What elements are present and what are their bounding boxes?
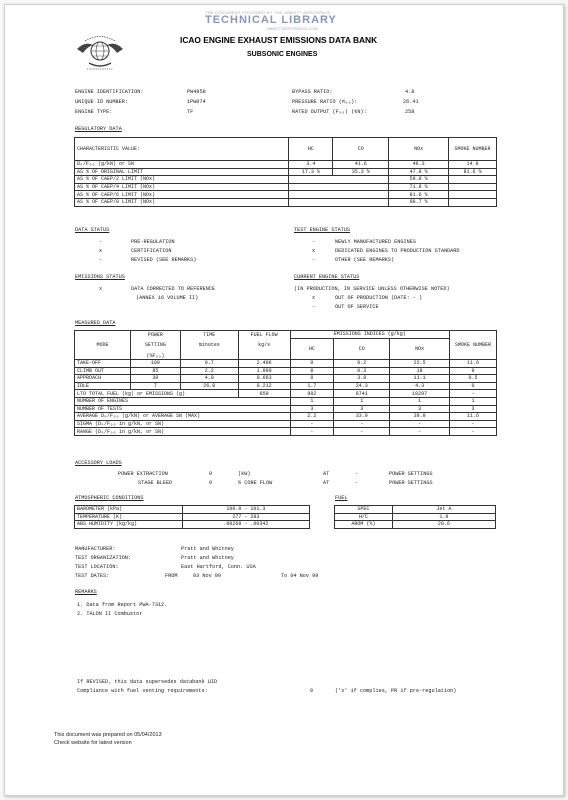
table-cell: TAKE-OFF	[75, 360, 131, 368]
unique-id-value: 1PW074	[187, 99, 206, 105]
rated-output-value: 258	[405, 109, 415, 115]
table-cell: AS % OF CAEP/4 LIMIT (NOx)	[75, 183, 289, 191]
table-cell: 0	[290, 367, 334, 375]
table-cell: H/C	[335, 513, 393, 521]
table-cell: 17.3 %	[289, 168, 333, 176]
remarks-heading: REMARKS	[75, 589, 97, 595]
table-cell: 0.7	[180, 360, 238, 368]
table-cell: 10297	[390, 390, 450, 398]
table-cell: 0.2	[334, 360, 390, 368]
engine-id-label: ENGINE IDENTIFICATION:	[75, 89, 144, 95]
table-cell: AS % OF CAEP/8 LIMIT (NOx)	[75, 198, 289, 206]
table-cell: Jet A	[392, 506, 495, 514]
kgs-header: kg/s	[238, 338, 290, 352]
test-organization-value: Pratt and Whitney	[181, 555, 234, 561]
table-cell: 39.9	[390, 413, 450, 421]
table-cell: 26.0	[180, 382, 238, 390]
table-row	[335, 513, 496, 521]
fuel-heading: FUEL	[335, 495, 348, 501]
table-cell: 22.5	[390, 360, 450, 368]
table-cell: 81.6 %	[389, 191, 449, 199]
table-cell: AS % OF CAEP/6 LIMIT (NOx)	[75, 191, 289, 199]
table-row	[75, 168, 497, 176]
table-cell: SPEC	[335, 506, 393, 514]
test-dates-to: To 04 Nov 99	[281, 573, 319, 579]
table-cell: NUMBER OF ENGINES	[75, 397, 291, 405]
characteristic-header: CHARACTERISTIC VALUE:	[75, 138, 289, 161]
table-cell: -	[449, 428, 496, 436]
measured-data-table	[74, 330, 497, 436]
document-title: ICAO ENGINE EXHAUST EMISSIONS DATA BANK	[180, 35, 378, 45]
at-label: AT	[323, 480, 330, 486]
table-row	[75, 382, 497, 390]
prepared-date: This document was prepared on 05/04/2013	[54, 732, 162, 738]
table-cell: 41.6	[333, 161, 389, 169]
table-cell: .00268 - .00342	[182, 521, 309, 529]
table-row	[75, 360, 497, 368]
table-cell	[449, 191, 497, 199]
table-cell: 24.3	[334, 382, 390, 390]
remark-item: 1. Data from Report PWA-7312.	[77, 602, 168, 608]
table-cell	[289, 183, 389, 191]
table-cell: 3.8	[334, 375, 390, 383]
bypass-ratio-value: 4.8	[405, 89, 415, 95]
table-cell: 3	[390, 405, 450, 413]
power-extraction-label: POWER EXTRACTION	[118, 471, 168, 477]
table-cell: SIGMA (Dₚ/F₀₀ in g/kN, or SN)	[75, 420, 291, 428]
table-cell: 3.4	[289, 161, 333, 169]
status-mark: -	[99, 257, 103, 263]
table-row	[75, 420, 497, 428]
table-cell: TEMPERATURE (K)	[75, 513, 183, 521]
table-cell	[449, 176, 497, 184]
unique-id-label: UNIQUE ID NUMBER:	[75, 99, 128, 105]
table-cell: 20.6	[392, 521, 495, 529]
table-cell: 0.663	[238, 375, 290, 383]
test-engine-status-heading: TEST ENGINE STATUS	[294, 227, 351, 233]
table-cell: 3	[449, 405, 496, 413]
table-row	[75, 198, 497, 206]
time-header: TIME	[180, 331, 238, 339]
bypass-ratio-label: BYPASS RATIO:	[292, 89, 333, 95]
table-cell: 7	[130, 382, 180, 390]
table-cell: 0	[449, 382, 496, 390]
test-dates-from: 03 Nov 99	[193, 573, 222, 579]
table-cell: 81.6 %	[449, 168, 497, 176]
table-cell: NUMBER OF TESTS	[75, 405, 291, 413]
stage-bleed-value: 0	[209, 480, 213, 486]
watermark-title: TECHNICAL LIBRARY	[205, 14, 337, 26]
table-cell	[289, 176, 389, 184]
measured-data-heading: MEASURED DATA	[75, 320, 116, 326]
table-cell: 982	[290, 390, 334, 398]
table-cell: AS % OF ORIGINAL LIMIT	[75, 168, 289, 176]
test-dates-label: TEST DATES:	[75, 573, 110, 579]
table-cell: 4.3	[390, 382, 450, 390]
table-cell: 11.1	[390, 375, 450, 383]
table-cell: -	[334, 420, 390, 428]
table-row	[75, 176, 497, 184]
table-cell: 47.8 %	[389, 168, 449, 176]
power-settings-label: POWER SETTINGS	[389, 471, 433, 477]
table-cell: 859	[238, 390, 290, 398]
regulatory-header-row	[75, 138, 497, 161]
table-cell: 8741	[334, 390, 390, 398]
table-cell: -	[290, 428, 334, 436]
table-cell: 0	[290, 375, 334, 383]
status-mark: -	[312, 239, 316, 245]
table-cell: 1.999	[238, 367, 290, 375]
atmospheric-table	[74, 505, 310, 529]
table-cell: AS % OF CAEP/2 LIMIT (NOx)	[75, 176, 289, 184]
status-out-of-production: OUT OF PRODUCTION (DATE: - )	[335, 295, 423, 301]
power-header: POWER	[130, 331, 180, 339]
smoke-header: SMOKE NUMBER	[449, 138, 497, 161]
table-cell: 1	[390, 397, 450, 405]
table-cell: 59.8 %	[389, 176, 449, 184]
table-row	[75, 506, 310, 514]
fuel-table	[334, 505, 496, 529]
smoke-number-header: SMOKE NUMBER	[449, 331, 496, 360]
table-cell: AROM (%)	[335, 521, 393, 529]
at-label: AT	[323, 471, 330, 477]
table-cell: APPROACH	[75, 375, 131, 383]
status-revised: REVISED (SEE REMARKS)	[131, 257, 197, 263]
table-cell: 2.496	[238, 360, 290, 368]
table-cell: -	[449, 390, 496, 398]
stage-bleed-unit: % CORE FLOW	[238, 480, 273, 486]
table-cell: -	[390, 420, 450, 428]
atmospheric-heading: ATMOSPHERIC CONDITIONS	[75, 495, 144, 501]
stage-bleed-label: STAGE BLEED	[138, 480, 173, 486]
table-cell: -	[290, 420, 334, 428]
table-cell: 1.7	[290, 382, 334, 390]
status-certification: CERTIFICATION	[131, 248, 172, 254]
accessory-loads-heading: ACCESSORY LOADS	[75, 460, 122, 466]
status-newly-manufactured: NEWLY MANUFACTURED ENGINES	[335, 239, 416, 245]
test-dates-from-label: FROM	[165, 573, 178, 579]
table-cell: 2.2	[290, 413, 334, 421]
pressure-ratio-label: PRESSURE RATIO (π₀₀):	[292, 99, 358, 105]
manufacturer-value: Pratt and Whitney	[181, 546, 234, 552]
table-cell: 11.6	[449, 360, 496, 368]
hc-header: HC	[290, 338, 334, 359]
status-other: OTHER (SEE REMARKS)	[335, 257, 395, 263]
table-cell: 9	[449, 367, 496, 375]
table-cell: BAROMETER (kPa)	[75, 506, 183, 514]
table-cell: LTO TOTAL FUEL (kg) or EMISSIONS (g)	[75, 390, 239, 398]
hc-header: HC	[289, 138, 333, 161]
remark-item: 2. TALON II Combustor	[77, 611, 143, 617]
watermark-url: ABBOTTAEROSPACE.COM	[267, 26, 318, 31]
lto-total-row	[75, 390, 497, 398]
table-cell: 33.9	[334, 413, 390, 421]
current-engine-status-heading: CURRENT ENGINE STATUS	[294, 274, 360, 280]
table-cell: 46.3	[389, 161, 449, 169]
table-row	[75, 521, 310, 529]
status-dedicated-engines: DEDICATED ENGINES TO PRODUCTION STANDARD	[335, 248, 460, 254]
regulatory-table	[74, 137, 497, 207]
table-cell: RANGE (Dₚ/F₀₀ in g/kN, or SN)	[75, 428, 291, 436]
check-website-note: Check website for latest version	[54, 740, 132, 746]
revised-note: If REVISED, this data supersedes databank UID	[77, 679, 218, 685]
engine-type-label: ENGINE TYPE:	[75, 109, 113, 115]
data-status-heading: DATA STATUS	[75, 227, 110, 233]
document-page	[4, 4, 564, 796]
status-mark: x	[99, 286, 103, 292]
status-mark: -	[99, 239, 103, 245]
pressure-ratio-value: 26.41	[403, 99, 419, 105]
table-cell: Dₚ/F₀₀ (g/kN) or SN	[75, 161, 289, 169]
document-subtitle: SUBSONIC ENGINES	[247, 51, 318, 58]
table-cell: IDLE	[75, 382, 131, 390]
table-cell: 1	[334, 397, 390, 405]
table-row	[75, 183, 497, 191]
table-cell: -	[390, 428, 450, 436]
table-cell	[180, 352, 238, 359]
table-cell: 1	[290, 397, 334, 405]
engine-id-value: PW4858	[187, 89, 206, 95]
table-row	[75, 367, 497, 375]
power-settings-label: POWER SETTINGS	[389, 480, 433, 486]
rated-output-label: RATED OUTPUT (F₀₀) (kN):	[292, 109, 367, 115]
table-cell: 1	[449, 397, 496, 405]
table-row	[75, 513, 310, 521]
current-engine-status-note: (IN PRODUCTION, IN SERVICE UNLESS OTHERWISE NOTED)	[294, 286, 450, 292]
mode-header: MODE	[75, 331, 131, 360]
table-row	[75, 428, 497, 436]
table-row	[75, 191, 497, 199]
table-row	[75, 161, 497, 169]
emissions-indices-header: EMISSIONS INDICES (g/kg)	[290, 331, 449, 339]
table-cell: 0.212	[238, 382, 290, 390]
table-row	[75, 375, 497, 383]
table-cell: 11.6	[449, 413, 496, 421]
table-cell: 0.3	[334, 367, 390, 375]
minutes-header: minutes	[180, 338, 238, 352]
status-mark: -	[312, 304, 316, 310]
status-mark: x	[312, 295, 316, 301]
setting-header: SETTING	[130, 338, 180, 352]
test-organization-label: TEST ORGANIZATION:	[75, 555, 132, 561]
table-cell: CLIMB OUT	[75, 367, 131, 375]
status-mark: x	[99, 248, 103, 254]
table-cell: 277 - 283	[182, 513, 309, 521]
co-header: CO	[334, 338, 390, 359]
test-location-value: East Hartford, Conn. USA	[181, 564, 256, 570]
dash-label: -	[355, 471, 359, 477]
regulatory-heading: REGULATORY DATA	[75, 126, 122, 132]
fuel-venting-value: 0	[310, 688, 314, 694]
table-cell: 98.7 %	[389, 198, 449, 206]
status-out-of-service: OUT OF SERVICE	[335, 304, 379, 310]
emissions-annex: (ANNEX 16 VOLUME II)	[136, 295, 199, 301]
table-cell: 18	[390, 367, 450, 375]
table-cell: 2.2	[180, 367, 238, 375]
table-cell	[238, 352, 290, 359]
table-cell: 14.9	[449, 161, 497, 169]
table-cell: 85	[130, 367, 180, 375]
measured-header-row	[75, 331, 497, 339]
table-row	[75, 405, 497, 413]
table-row	[335, 506, 496, 514]
table-cell: 71.8 %	[389, 183, 449, 191]
manufacturer-label: MANUFACTURER:	[75, 546, 116, 552]
table-row	[75, 397, 497, 405]
table-row	[75, 413, 497, 421]
table-cell: 1.9	[392, 513, 495, 521]
table-cell: AVERAGE Dₚ/F₀₀ (g/kN) or AVERAGE SN (MAX)	[75, 413, 291, 421]
table-row	[335, 521, 496, 529]
table-cell: 0	[290, 360, 334, 368]
table-cell: 3	[290, 405, 334, 413]
table-cell: 3	[334, 405, 390, 413]
table-cell: -	[449, 420, 496, 428]
table-cell: 30	[130, 375, 180, 383]
table-cell: 4.0	[180, 375, 238, 383]
table-cell	[449, 198, 497, 206]
status-mark: x	[312, 248, 316, 254]
status-pre-regulation: PRE-REGULATION	[131, 239, 175, 245]
foo-header: (%F₀₀)	[130, 352, 180, 359]
table-cell: 100	[130, 360, 180, 368]
table-cell	[289, 198, 389, 206]
engine-type-value: TF	[187, 109, 194, 115]
icao-emblem-icon	[75, 33, 125, 73]
table-cell	[289, 191, 389, 199]
watermark-line1: THE DOCUMENT PROVIDED BY THE ABBOTT AEROSPACE	[205, 10, 331, 15]
test-location-label: TEST LOCATION:	[75, 564, 119, 570]
nox-header: NOx	[390, 338, 450, 359]
table-cell	[449, 183, 497, 191]
co-header: CO	[333, 138, 389, 161]
nox-header: NOx	[389, 138, 449, 161]
power-extraction-unit: (kW)	[238, 471, 251, 477]
fuel-venting-label: Compliance with fuel venting requirements:	[77, 688, 208, 694]
table-cell: 0.5	[449, 375, 496, 383]
emissions-corrected: DATA CORRECTED TO REFERENCE	[131, 286, 216, 292]
table-cell: -	[334, 428, 390, 436]
emissions-status-heading: EMISSIONS STATUS	[75, 274, 125, 280]
power-extraction-value: 0	[209, 471, 213, 477]
fuel-venting-note: ('x' if complies, PR if pre-regulation)	[335, 688, 457, 694]
table-cell: 35.3 %	[333, 168, 389, 176]
table-cell: ABS HUMIDITY (kg/kg)	[75, 521, 183, 529]
table-cell: 100.0 - 101.3	[182, 506, 309, 514]
measured-header-row	[75, 338, 497, 352]
fuel-flow-header: FUEL FLOW	[238, 331, 290, 339]
dash-label: -	[355, 480, 359, 486]
status-mark: -	[312, 257, 316, 263]
